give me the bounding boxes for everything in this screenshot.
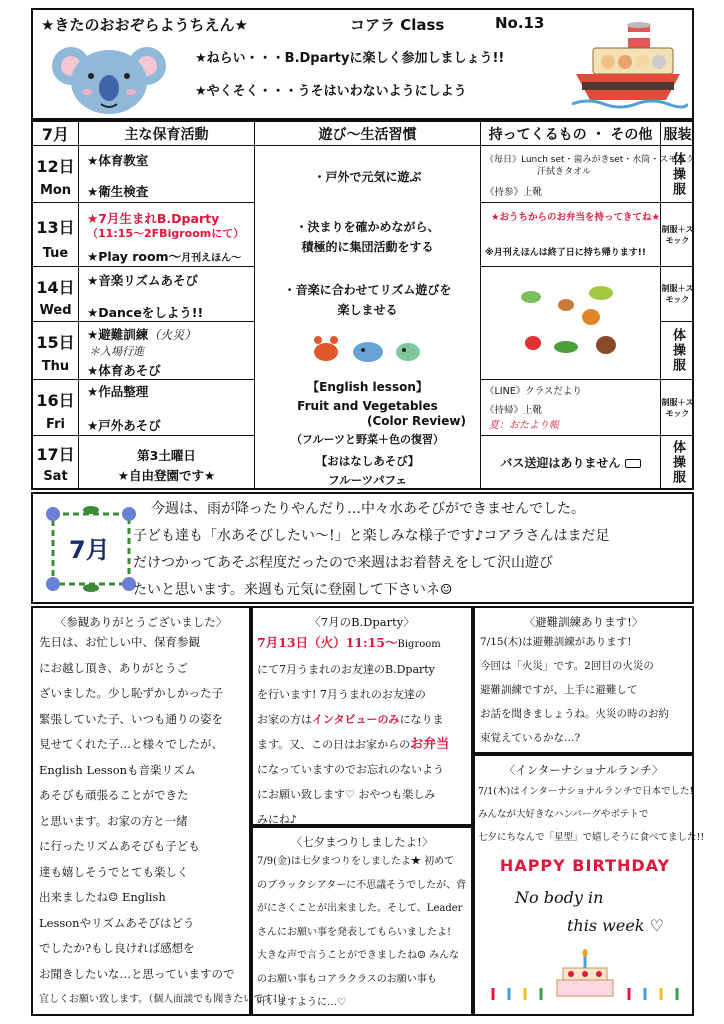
birthday-card [487, 856, 683, 1006]
weekly-promise: ★やくそく・・・うそはいわないようにしよう [195, 84, 467, 99]
weekly-goal: ★ねらい・・・B.Dpartyに楽しく参加しましょう!! [195, 51, 505, 66]
header [31, 8, 694, 120]
weekly-note [31, 492, 694, 604]
international-lunch-box: 〈インターナショナルランチ〉 7/1(木)はインターナショナルランチで日本でした! みんなが大好きなハンバーグやポテトで 七夕にちなんで「星型」で嬉しそうに食べてました!! HAPPY BIRTHDAY No body in this week ♡ [473, 754, 694, 1016]
date-cell: 16日 Fri [33, 380, 79, 436]
bring-cell: バス送迎はありません [481, 436, 661, 488]
birthday-line-1: No body in [515, 888, 604, 907]
clothes-cell: 体操服 [670, 439, 685, 485]
class-name: コアラ Class [350, 16, 445, 34]
date-cell: 14日 Wed [33, 267, 79, 322]
bus-icon [625, 459, 641, 468]
bring-cell: ★おうちからのお弁当を持ってきてね★ ※月刊えほんは終了日に持ち帰ります!! [481, 203, 661, 267]
observation-text: 先日は、お忙しい中、保育参観 にお越し頂き、ありがとうご ざいました。少し恥ずかしかった子 緊張していた子、いつも通りの姿を 見せてくれた子…と様々でしたが、 English Lessonも音楽リズム あそびも頑張ることができた と思います。お家の方と一緒 に行ったリズムあそびも子ども 達も嬉しそうでとても楽しく 出来ましたね☺ English Lessonやリズムあそびはどう でしたか?もし良ければ感想を お聞きしたいな…と思っていますので 宜しくお願い致します。（個人面談でも聞きたいです!!） [39, 635, 292, 1005]
bring-cell: 《LINE》クラスだより 《持帰》上靴 夏：おたより帳 [481, 380, 661, 436]
activity-cell: 第3土曜日 ★自由登園です★ [79, 436, 255, 488]
evacuation-drill-box: 〈避難訓練あります!〉 7/15(木)は避難訓練があります! 今回は「火災」です。2回目の火災の 避難訓練ですが、上手に避難して お話を聞きましょうね。火災の時のお約 束覚えているかな…? [473, 606, 694, 754]
activity-cell: ★7月生まれB.Dparty （11:15～2FBigroomにて） ★Play room～月刊えほん～ [79, 203, 255, 267]
activity-cell: ★作品整理 ★戸外あそび [79, 380, 255, 436]
international-lunch-text: 7/1(木)はインターナショナルランチで日本でした! みんなが大好きなハンバーグやポテトで 七夕にちなんで「星型」で嬉しそうに食べてました!! [478, 786, 705, 843]
school-name: ★きたのおおぞらようちえん★ [41, 16, 248, 34]
date-cell: 17日 Sat [33, 436, 79, 488]
month-badge: 7月 [69, 536, 110, 564]
activity-cell: ★音楽リズムあそび ★Danceをしよう!! [79, 267, 255, 322]
schedule-table [31, 120, 694, 490]
bring-cell [481, 267, 661, 380]
clothes-cell: 制服＋スモック [661, 267, 694, 322]
cake-icon [487, 948, 683, 1002]
date-cell: 13日 Tue [33, 203, 79, 267]
sea-creatures-icon [308, 332, 428, 366]
birthday-line-2: this week ♡ [567, 916, 664, 935]
main-activity-header: 主な保育活動 [79, 122, 255, 146]
clothes-cell: 制服＋スモック [661, 380, 694, 436]
tanabata-box: 〈七夕まつりしましたよ!〉 7/9(金)は七夕まつりをしましたよ★ 初めて のブラックシアターに不思議そうでしたが、背 がにさくことが出来ました。そして、Leader さんにお願い事を発表してもらいましたよ! 大きな声で言うことができましたね☺ みんな のお願い事もコアラクラスのお願い事も 叶いますように…♡ [251, 826, 473, 1016]
month-header: 7月 [33, 122, 79, 146]
activity-cell: ★体育教室 ★衛生検査 [79, 146, 255, 203]
clothes-cell: 体操服 [661, 146, 694, 203]
play-column: ・戸外で元気に遊ぶ ・決まりを確かめながら、 積極的に集団活動をする ・音楽に合わせてリズム遊びを 楽しませる 【English lesson】 Fruit and Vegetables (Color Review) （フルーツと野菜＋色の復習） 【おはなしあそび】 フルーツパフェ [255, 146, 481, 488]
insects-icon [511, 275, 631, 371]
birthday-banner: HAPPY BIRTHDAY [499, 856, 671, 875]
date-cell: 12日 Mon [33, 146, 79, 203]
boat-icon [568, 22, 688, 114]
play-header: 遊び～生活習慣 [255, 122, 481, 146]
tanabata-text: 7/9(金)は七夕まつりをしましたよ★ 初めて のブラックシアターに不思議そうでしたが、背 がにさくことが出来ました。そして、Leader さんにお願い事を発表してもらいましたよ! 大きな声で言うことができましたね☺ みんな のお願い事もコアラクラスのお願い事も 叶いますように…♡ [257, 856, 467, 1008]
bring-cell: 《毎日》Lunch set・歯みがきset・水筒・スモック 汗拭きタオル 《持参》上靴 [481, 146, 661, 203]
observation-thanks-box: 〈参観ありがとうございました〉 先日は、お忙しい中、保育参観 にお越し頂き、ありがとうご ざいました。少し恥ずかしかった子 緊張していた子、いつも通りの姿を 見せてくれた子…と様々でしたが、 English Lessonも音楽リズム あそびも頑張ることができた と思います。お家の方と一緒 に行ったリズムあそびも子ども 達も嬉しそうでとても楽しく 出来ましたね☺ English Lessonやリズムあそびはどう でしたか?もし良ければ感想を お聞きしたいな…と思っていますので 宜しくお願い致します。（個人面談でも聞きたいです!!） [31, 606, 251, 1016]
birthday-party-box: 〈7月のB.Dparty〉 7月13日（火）11:15～Bigroom にて7月うまれのお友達のB.Dparty を行います! 7月うまれのお友達の お家の方はインタビューのみになりま ます。又、この日はお家からのお弁当 になっていますのでお忘れのないよう にお願い致します♡ おやつも楽しみ みにね♪ [251, 606, 473, 826]
birthday-party-text: 7月13日（火）11:15～Bigroom にて7月うまれのお友達のB.Dparty を行います! 7月うまれのお友達の お家の方はインタビューのみになりま ます。又、この日はお家からのお弁当 になっていますのでお忘れのないよう にお願い致します♡ おやつも楽しみ みにね♪ [257, 635, 450, 826]
date-cell: 15日 Thu [33, 322, 79, 380]
clothes-header: 服装 [661, 122, 694, 146]
clothes-cell: 制服＋スモック [661, 203, 694, 267]
note-text: 今週は、雨が降ったりやんだり…中々水あそびができませんでした。 子ども達も「水あそびしたい～!」と楽しみな様子です♪コアラさんはまだ足 だけつかってあそぶ程度だったので来週はお着替えをして沢山遊び たいと思います。来週も元気に登園して下さいネ☺ [133, 501, 610, 598]
activity-cell: ★避難訓練（火災） ＊入場行進 ★体育あそび [79, 322, 255, 380]
clothes-cell: 体操服 [661, 322, 694, 380]
bring-header: 持ってくるもの ・ その他 [481, 122, 661, 146]
issue-number: No.13 [495, 14, 545, 32]
evacuation-drill-text: 7/15(木)は避難訓練があります! 今回は「火災」です。2回目の火災の 避難訓練ですが、上手に避難して お話を聞きましょうね。火災の時のお約 束覚えているかな…? [480, 636, 669, 744]
koala-icon [51, 36, 169, 118]
